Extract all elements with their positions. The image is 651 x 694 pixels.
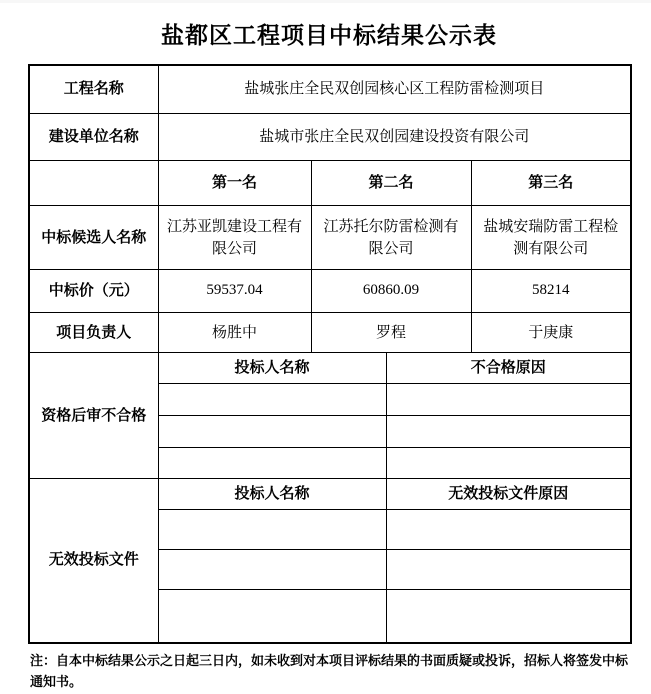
price-label: 中标价（元） bbox=[29, 270, 158, 313]
empty-cell bbox=[158, 550, 386, 590]
post-qualify-reason-header: 不合格原因 bbox=[386, 353, 631, 384]
table-row bbox=[29, 353, 631, 384]
table-row bbox=[29, 65, 631, 114]
empty-cell bbox=[158, 384, 386, 416]
invalid-bid-label: 无效投标文件 bbox=[29, 479, 158, 643]
price-second: 60860.09 bbox=[311, 270, 471, 313]
empty-cell bbox=[158, 448, 386, 479]
price-third: 58214 bbox=[471, 270, 631, 313]
empty-cell bbox=[158, 510, 386, 550]
empty-cell bbox=[386, 590, 631, 643]
price-first: 59537.04 bbox=[158, 270, 311, 313]
top-strip bbox=[0, 0, 651, 3]
manager-label: 项目负责人 bbox=[29, 313, 158, 353]
table-row bbox=[29, 270, 631, 313]
empty-cell bbox=[386, 550, 631, 590]
invalid-bid-bidder-header: 投标人名称 bbox=[158, 479, 386, 510]
manager-second: 罗程 bbox=[311, 313, 471, 353]
project-name-value: 盐城张庄全民双创园核心区工程防雷检测项目 bbox=[158, 65, 631, 114]
rank-first-header: 第一名 bbox=[158, 161, 311, 206]
invalid-bid-reason-header: 无效投标文件原因 bbox=[386, 479, 631, 510]
rank-third-header: 第三名 bbox=[471, 161, 631, 206]
empty-cell bbox=[386, 416, 631, 448]
table-row bbox=[29, 206, 631, 270]
rank-second-header: 第二名 bbox=[311, 161, 471, 206]
candidates-label: 中标候选人名称 bbox=[29, 206, 158, 270]
post-qualify-bidder-header: 投标人名称 bbox=[158, 353, 386, 384]
table-row bbox=[29, 313, 631, 353]
empty-cell bbox=[158, 590, 386, 643]
empty-cell bbox=[386, 384, 631, 416]
footer-note: 注：自本中标结果公示之日起三日内，如未收到对本项目评标结果的书面质疑或投诉，招标人将签发中标通知书。 bbox=[30, 653, 629, 691]
table-row bbox=[29, 161, 631, 206]
table-row bbox=[29, 114, 631, 161]
empty-cell bbox=[386, 448, 631, 479]
candidate-first: 江苏亚凯建设工程有限公司 bbox=[158, 206, 311, 270]
manager-first: 杨胜中 bbox=[158, 313, 311, 353]
owner-name-label: 建设单位名称 bbox=[29, 114, 158, 161]
table-row bbox=[29, 479, 631, 510]
empty-cell bbox=[386, 510, 631, 550]
page-title: 盐都区工程项目中标结果公示表 bbox=[161, 23, 497, 49]
empty-cell bbox=[158, 416, 386, 448]
candidate-third: 盐城安瑞防雷工程检测有限公司 bbox=[471, 206, 631, 270]
candidate-second: 江苏托尔防雷检测有限公司 bbox=[311, 206, 471, 270]
bid-result-table bbox=[28, 64, 632, 644]
post-qualify-label: 资格后审不合格 bbox=[29, 353, 158, 479]
owner-name-value: 盐城市张庄全民双创园建设投资有限公司 bbox=[158, 114, 631, 161]
empty-cell bbox=[29, 161, 158, 206]
manager-third: 于庚康 bbox=[471, 313, 631, 353]
project-name-label: 工程名称 bbox=[29, 65, 158, 114]
